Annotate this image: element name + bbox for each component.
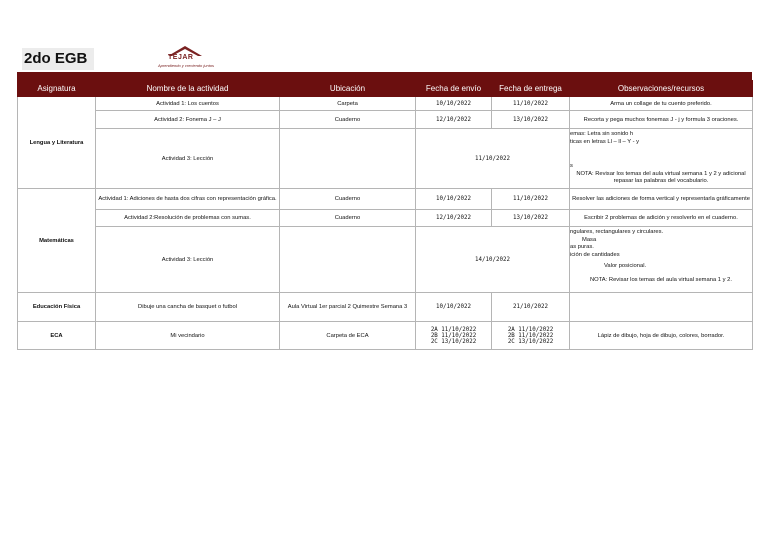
activity-location: Cuaderno	[280, 210, 416, 227]
observation-note: NOTA: Revisar los temas del aula virtual semana 1 y 2.	[590, 276, 732, 283]
observation-note: NOTA: Revisar los temas del aula virtual semana 1 y 2 y adicional repasar las palabras del vocabulario.	[576, 170, 746, 184]
due-date: 11/10/2022	[492, 97, 570, 111]
observation-line: emas: Letra sin sonido h	[570, 131, 634, 137]
observations: Arma un collage de tu cuento preferido.	[570, 97, 753, 111]
table-row	[18, 293, 753, 322]
activities-table	[17, 80, 753, 350]
activity-location	[280, 227, 416, 293]
observations: Resolver las adiciones de forma vertical y representarla gráficamente	[570, 189, 753, 210]
activity-name: Actividad 3: Lección	[96, 227, 280, 293]
subject-cell: Matemáticas	[18, 189, 96, 293]
observation-line: ngulares, rectangulares y circulares.	[570, 229, 664, 235]
observation-line: as puras.	[570, 244, 594, 250]
activity-name: Actividad 3: Lección	[96, 129, 280, 189]
observation-line: s	[570, 163, 573, 169]
send-date: 2A 11/10/2022	[430, 326, 477, 333]
due-date: 2A 11/10/2022	[507, 326, 554, 333]
activity-location: Cuaderno	[280, 189, 416, 210]
send-date: 12/10/2022	[416, 210, 492, 227]
due-date: 13/10/2022	[492, 111, 570, 129]
activity-location: Carpeta de ECA	[280, 322, 416, 350]
school-logo	[158, 46, 238, 70]
due-dates	[492, 322, 570, 350]
table-row	[18, 227, 753, 293]
activity-name: Actividad 2: Fonema J – J	[96, 111, 280, 129]
subject-cell: ECA	[18, 322, 96, 350]
due-date: 21/10/2022	[492, 293, 570, 322]
col-header-entrega: Fecha de entrega	[492, 81, 570, 97]
due-date: 2B 11/10/2022	[507, 332, 554, 339]
table-header-row	[18, 81, 753, 97]
send-dates	[416, 322, 492, 350]
table-row	[18, 210, 753, 227]
observation-line: ición de cantidades	[570, 251, 620, 258]
table-row	[18, 189, 753, 210]
table-row	[18, 129, 753, 189]
observations	[570, 293, 753, 322]
activity-location	[280, 129, 416, 189]
table-row	[18, 111, 753, 129]
observations: Lápiz de dibujo, hoja de dibujo, colores, borrador.	[570, 322, 753, 350]
observations: Escribir 2 problemas de adición y resolverlo en el cuaderno.	[570, 210, 753, 227]
observation-line: Masa	[582, 236, 597, 243]
due-date: 11/10/2022	[492, 189, 570, 210]
activity-name: Mi vecindario	[96, 322, 280, 350]
send-date: 10/10/2022	[416, 293, 492, 322]
send-date: 2C 13/10/2022	[430, 338, 477, 345]
activity-location: Aula Virtual 1er parcial 2 Quimestre Semana 3	[280, 293, 416, 322]
lesson-date: 14/10/2022	[416, 227, 570, 293]
col-header-observaciones: Observaciones/recursos	[570, 81, 753, 97]
page-title: 2do EGB	[22, 48, 94, 70]
col-header-ubicacion: Ubicación	[280, 81, 416, 97]
col-header-envio: Fecha de envío	[416, 81, 492, 97]
activity-name: Actividad 2:Resolución de problemas con sumas.	[96, 210, 280, 227]
send-date: 2B 11/10/2022	[430, 332, 477, 339]
activity-name: Actividad 1: Adiciones de hasta dos cifras con representación gráfica.	[96, 189, 280, 210]
observations: Recorta y pega muchos fonemas J - j y formula 3 oraciones.	[570, 111, 753, 129]
observation-line: ticas en letras Ll – ll – Y - y	[570, 138, 640, 145]
table-row	[18, 322, 753, 350]
observations	[570, 227, 753, 293]
send-date: 12/10/2022	[416, 111, 492, 129]
send-date: 10/10/2022	[416, 189, 492, 210]
due-date: 2C 13/10/2022	[507, 338, 554, 345]
col-header-actividad: Nombre de la actividad	[96, 81, 280, 97]
col-header-asignatura: Asignatura	[18, 81, 96, 97]
activity-location: Cuaderno	[280, 111, 416, 129]
observations	[570, 129, 753, 189]
activity-name: Dibuje una cancha de basquet o futbol	[96, 293, 280, 322]
lesson-date: 11/10/2022	[416, 129, 570, 189]
activity-location: Carpeta	[280, 97, 416, 111]
subject-cell: Lengua y Literatura	[18, 97, 96, 189]
header-bar	[17, 72, 752, 80]
subject-cell: Educación Física	[18, 293, 96, 322]
send-date: 10/10/2022	[416, 97, 492, 111]
due-date: 13/10/2022	[492, 210, 570, 227]
observation-line: Valor posicional.	[604, 263, 647, 269]
logo-tagline: Aprendiendo y creciendo juntos	[158, 63, 215, 68]
logo-name: TEJAR	[168, 54, 194, 61]
table-row	[18, 97, 753, 111]
activity-name: Actividad 1: Los cuentos	[96, 97, 280, 111]
